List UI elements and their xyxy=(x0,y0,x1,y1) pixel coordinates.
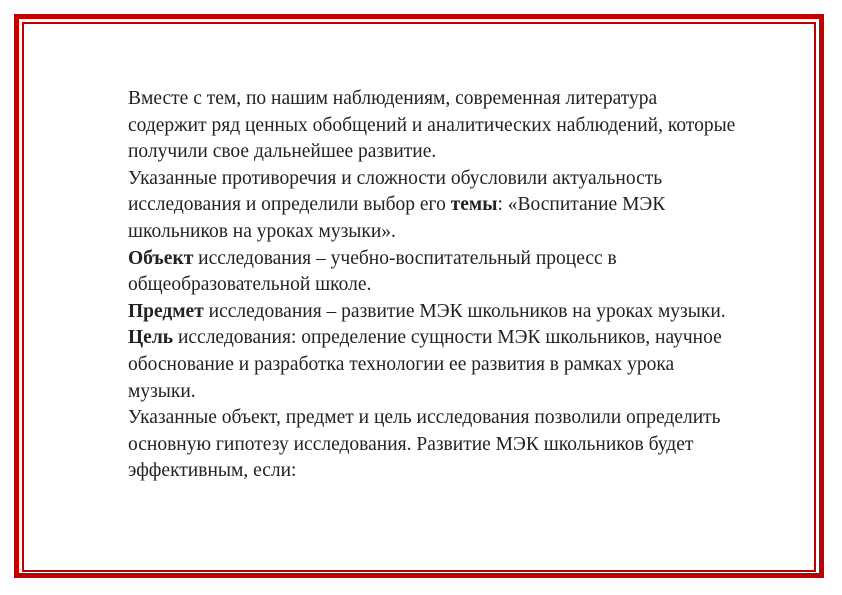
paragraph-topic-rest: : «Воспитание МЭК школьников на уроках музыки». xyxy=(128,194,666,242)
object-term: Объект xyxy=(128,247,194,269)
paragraph-object-text: исследования – учебно-воспитательный процесс в общеобразовательной школе. xyxy=(128,247,617,296)
topic-term: темы xyxy=(450,194,498,216)
paragraph-object xyxy=(128,246,738,299)
paragraph-hypothesis-text: Указанные объект, предмет и цель исследования позволили определить основную гипотезу исследования. Развитие МЭК школьников будет эффективным, если: xyxy=(128,407,721,482)
paragraph-topic-lead: Указанные противоречия и сложности обусловили актуальность исследования и определили выбор его xyxy=(128,167,663,216)
paragraph-goal xyxy=(128,325,738,405)
subject-term: Предмет xyxy=(128,300,204,322)
goal-term: Цель xyxy=(128,327,174,349)
paragraph-context xyxy=(128,86,738,166)
paragraph-topic xyxy=(128,166,738,246)
paragraph-hypothesis xyxy=(128,405,738,485)
paragraph-context-text: Вместе с тем, по нашим наблюдениям, современная литература содержит ряд ценных обобщений и аналитических наблюдений, которые получили свое дальнейшее развитие. xyxy=(128,88,736,163)
paragraph-subject xyxy=(128,299,738,326)
paragraph-goal-text: исследования: определение сущности МЭК школьников, научное обоснование и разработка технологии ее развития в рамках урока музыки. xyxy=(128,327,722,402)
document-body xyxy=(128,86,738,485)
paragraph-subject-text: исследования – развитие МЭК школьников на уроках музыки. xyxy=(203,300,726,322)
